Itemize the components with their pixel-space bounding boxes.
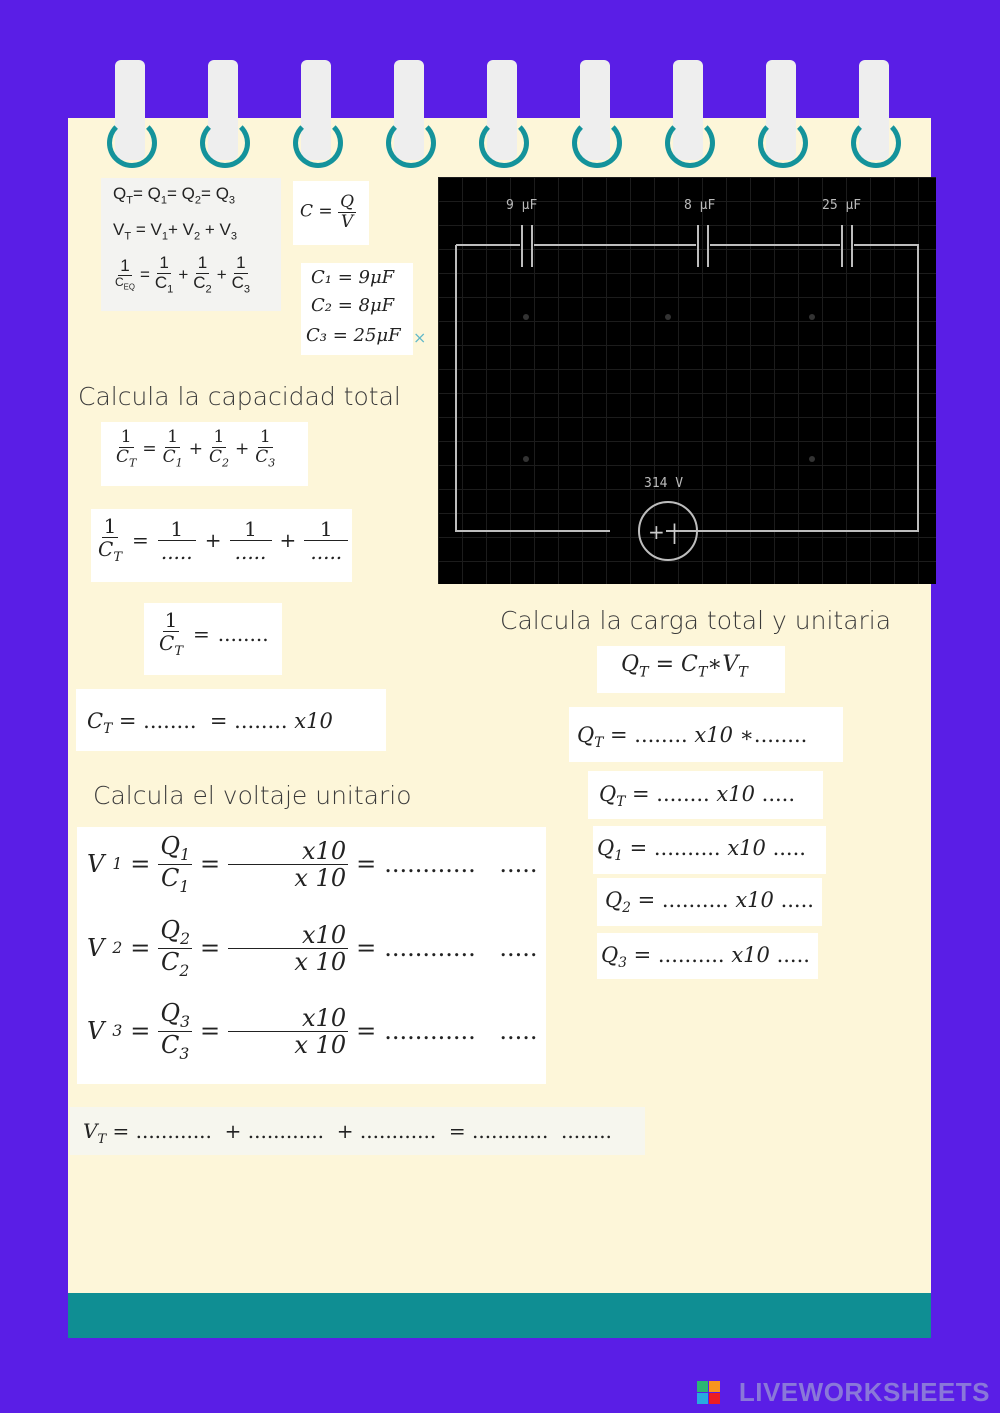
given-c1: C₁ = 9μF: [311, 267, 395, 288]
spiral-ring: [859, 60, 889, 172]
blank-qt-result[interactable]: ........: [656, 782, 710, 806]
blank-v2[interactable]: ............: [384, 934, 476, 963]
blank-qt-2[interactable]: ........: [753, 723, 808, 747]
blank-vt-result[interactable]: ............: [472, 1119, 549, 1143]
qt-result-row: $Q_T$ = ........ x10 .....: [588, 771, 823, 819]
blank-qt-1[interactable]: ........: [634, 723, 688, 747]
blank-qt-exp[interactable]: .....: [761, 782, 796, 806]
heading-charge: Calcula la carga total y unitaria: [500, 606, 892, 635]
blank-c2[interactable]: .....: [234, 539, 267, 564]
heading-capacity: Calcula la capacidad total: [78, 382, 401, 411]
blank-q1-exp[interactable]: .....: [772, 836, 806, 860]
cap2-label: 8 μF: [684, 198, 716, 213]
blank-c1[interactable]: .....: [160, 539, 193, 564]
blank-inverse-ct[interactable]: ........: [217, 622, 269, 647]
capacity-fill-row: $\frac{1}{C_T}$ = $\frac{1}{.....}$ + $\frac{1}{.....}$ + $\frac{1}{.....}$: [91, 509, 352, 582]
blank-q2[interactable]: ..........: [661, 888, 729, 912]
blank-v3-unit[interactable]: .....: [499, 1017, 538, 1046]
source-symbol: + |: [648, 520, 678, 544]
spiral-ring: [208, 60, 238, 172]
ct-row: $C_T$ = ........ = ........ x10: [76, 689, 386, 751]
spiral-ring: [394, 60, 424, 172]
blank-v3[interactable]: ............: [384, 1017, 476, 1046]
series-formulas: $Q_T= Q_1= Q_2= Q_3$ $V_T = V_1+ V_2 + V_3$ $\frac{1}{C_{EQ}}$ = $\frac{1}{C_1}$ + $\frac{1}{C_2}$ + $\frac{1}{C_3}$: [101, 178, 281, 311]
circuit-diagram: [438, 177, 936, 584]
cap1-label: 9 μF: [506, 198, 538, 213]
qt-fill-row: $Q_T$ = ........ x10 ∗........: [569, 707, 843, 762]
blank-q2-exp[interactable]: .....: [780, 888, 814, 912]
source-label: 314 V: [644, 476, 684, 491]
blank-ct-mantissa[interactable]: ........: [234, 709, 288, 733]
blank-vt-1[interactable]: ............: [135, 1119, 212, 1143]
spiral-ring: [115, 60, 145, 172]
liveworksheets-logo-icon: [697, 1381, 721, 1405]
total-capacity-formula: $\frac{1}{C_T}$ = $\frac{1}{C_1}$ + $\frac{1}{C_2}$ + $\frac{1}{C_3}$: [101, 422, 308, 486]
blank-q3[interactable]: ..........: [657, 943, 725, 967]
capacitance-formula: C = $\frac{Q}{V}$: [293, 181, 369, 245]
spiral-ring: [301, 60, 331, 172]
qt-formula: $Q_T$ = $C_T∗V_T$: [597, 646, 785, 693]
blank-vt-2[interactable]: ............: [247, 1119, 325, 1143]
blank-c3[interactable]: .....: [310, 539, 343, 564]
given-c3: C₃ = 25μF: [306, 325, 401, 346]
v3-row: V 3 = $\frac{Q_3}{C_3}$ = $\frac{x10}{x 10}$ = ............ .....: [87, 999, 538, 1063]
close-mark[interactable]: ×: [413, 328, 427, 347]
blank-vt-3[interactable]: ............: [359, 1119, 437, 1143]
spiral-ring: [487, 60, 517, 172]
spiral-ring: [766, 60, 796, 172]
cap3-label: 25 μF: [822, 198, 862, 213]
q3-row: $Q_3$ = .......... x10 .....: [597, 933, 818, 979]
footer-band: [68, 1293, 931, 1338]
inverse-ct-row: $\frac{1}{C_T}$ = ........: [144, 603, 282, 675]
blank-ct-value[interactable]: ........: [143, 709, 197, 733]
blank-v2-unit[interactable]: .....: [499, 934, 538, 963]
given-values: [301, 263, 413, 355]
brand-name[interactable]: LIVEWORKSHEETS: [738, 1377, 990, 1407]
q2-row: $Q_2$ = .......... x10 .....: [597, 878, 822, 926]
blank-q1[interactable]: ..........: [653, 836, 721, 860]
blank-vt-unit[interactable]: ........: [561, 1119, 612, 1143]
heading-voltage: Calcula el voltaje unitario: [93, 781, 412, 810]
v1-row: V 1 = $\frac{Q_1}{C_1}$ = $\frac{x10}{x 10}$ = ............ .....: [87, 832, 538, 896]
vt-row: $V_T$ = ............ + ............ + ............ = ............ ........: [70, 1107, 645, 1155]
spiral-ring: [673, 60, 703, 172]
q1-row: $Q_1$ = .......... x10 .....: [593, 826, 826, 874]
blank-q3-exp[interactable]: .....: [776, 943, 810, 967]
voltage-equations: [77, 827, 546, 1084]
spiral-ring: [580, 60, 610, 172]
blank-v1[interactable]: ............: [384, 850, 476, 879]
blank-v1-unit[interactable]: .....: [499, 850, 538, 879]
v2-row: V 2 = $\frac{Q_2}{C_2}$ = $\frac{x10}{x 10}$ = ............ .....: [87, 916, 538, 980]
given-c2: C₂ = 8μF: [311, 295, 395, 316]
